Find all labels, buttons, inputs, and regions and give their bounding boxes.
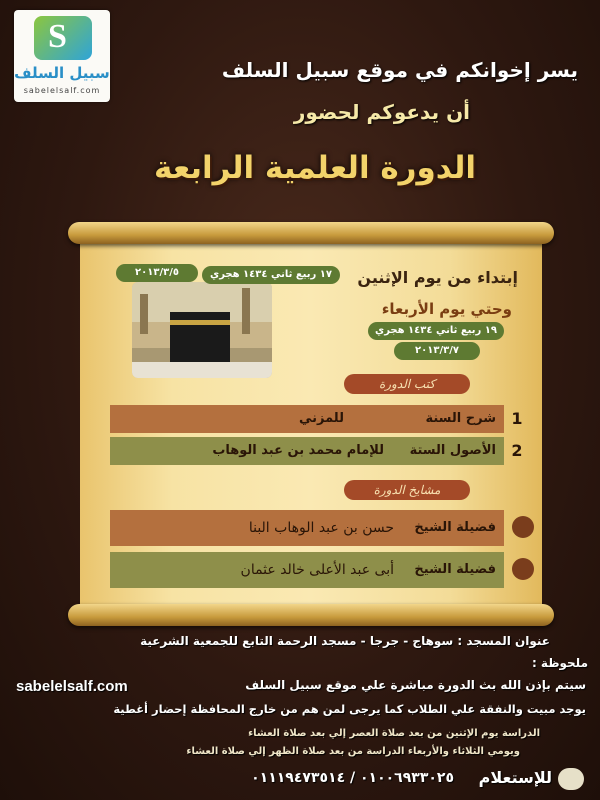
scroll-roll-bottom (68, 604, 554, 626)
book-author: للمزني (298, 411, 344, 426)
sheikh-row (110, 510, 504, 546)
logo-url: sabelelsalf.com (23, 86, 101, 95)
sheikh-name: أبى عبد الأعلى خالد عثمان (240, 562, 394, 578)
start-gregorian-date: ٢٠١٣/٣/٥ (116, 264, 198, 282)
arrow-icon (512, 558, 534, 580)
sheikh-row (110, 552, 504, 588)
note-lodging: يوجد مبيت والنفقة علي الطلاب كما يرجى لمن هم من خارج المحافظة إحضار أغطية (113, 702, 586, 716)
sheikh-name: حسن بن عبد الوهاب البنا (248, 520, 394, 536)
note-schedule-monday: الدراسة يوم الإثنين من بعد صلاة العصر إلي بعد صلاة العشاء (248, 728, 540, 739)
invitation-subline: أن يدعوكم لحضور (293, 100, 470, 124)
contact-label: للإستعلام (478, 768, 552, 787)
note-broadcast: سيتم بإذن الله بث الدورة مباشرة علي موقع سبيل السلف (245, 678, 586, 692)
sheikh-title: فضيلة الشيخ (414, 520, 496, 535)
arrow-icon (512, 516, 534, 538)
logo-mark-icon: S (34, 16, 92, 60)
phone-numbers: ٠١٠٠٦٩٣٣٠٢٥ / ٠١١١٩٤٧٣٥١٤ (251, 770, 454, 786)
start-day-label: إبتداء من يوم الإثنين (357, 268, 518, 287)
end-hijri-date: ١٩ ربيع ثاني ١٤٣٤ هجري (368, 322, 504, 340)
end-gregorian-date: ٢٠١٣/٣/٧ (394, 342, 480, 360)
kaaba-image (132, 282, 272, 378)
mosque-address: عنوان المسجد : سوهاج - جرجا - مسجد الرحمة التابع للجمعية الشرعية (140, 634, 550, 648)
phone-icon (558, 768, 584, 790)
book-number: 1 (511, 409, 523, 428)
invitation-line: يسر إخوانكم في موقع سبيل السلف (221, 58, 578, 82)
site-logo (14, 10, 110, 102)
scroll-roll-top (68, 222, 554, 244)
site-url: sabelelsalf.com (16, 678, 128, 695)
sheikh-title: فضيلة الشيخ (414, 562, 496, 577)
book-number: 2 (511, 441, 523, 460)
end-day-label: وحتي يوم الأربعاء (381, 300, 512, 318)
notes-label: ملحوظة : (531, 656, 588, 670)
start-hijri-date: ١٧ ربيع ثاني ١٤٣٤ هجري (202, 266, 340, 284)
book-title: الأصول الستة (409, 443, 496, 458)
book-title: شرح السنة (425, 411, 496, 426)
logo-name: سبيل السلف (14, 64, 110, 82)
course-title: الدورة العلمية الرابعة (154, 150, 476, 186)
book-row (110, 437, 523, 465)
book-row (110, 405, 523, 433)
book-author: للإمام محمد بن عبد الوهاب (212, 443, 384, 458)
sheikhs-section-header: مشايخ الدورة (344, 480, 470, 500)
note-schedule-other-days: ويومي الثلاثاء والأربعاء الدراسة من بعد صلاة الظهر إلي صلاة العشاء (186, 746, 520, 757)
books-section-header: كتب الدورة (344, 374, 470, 394)
